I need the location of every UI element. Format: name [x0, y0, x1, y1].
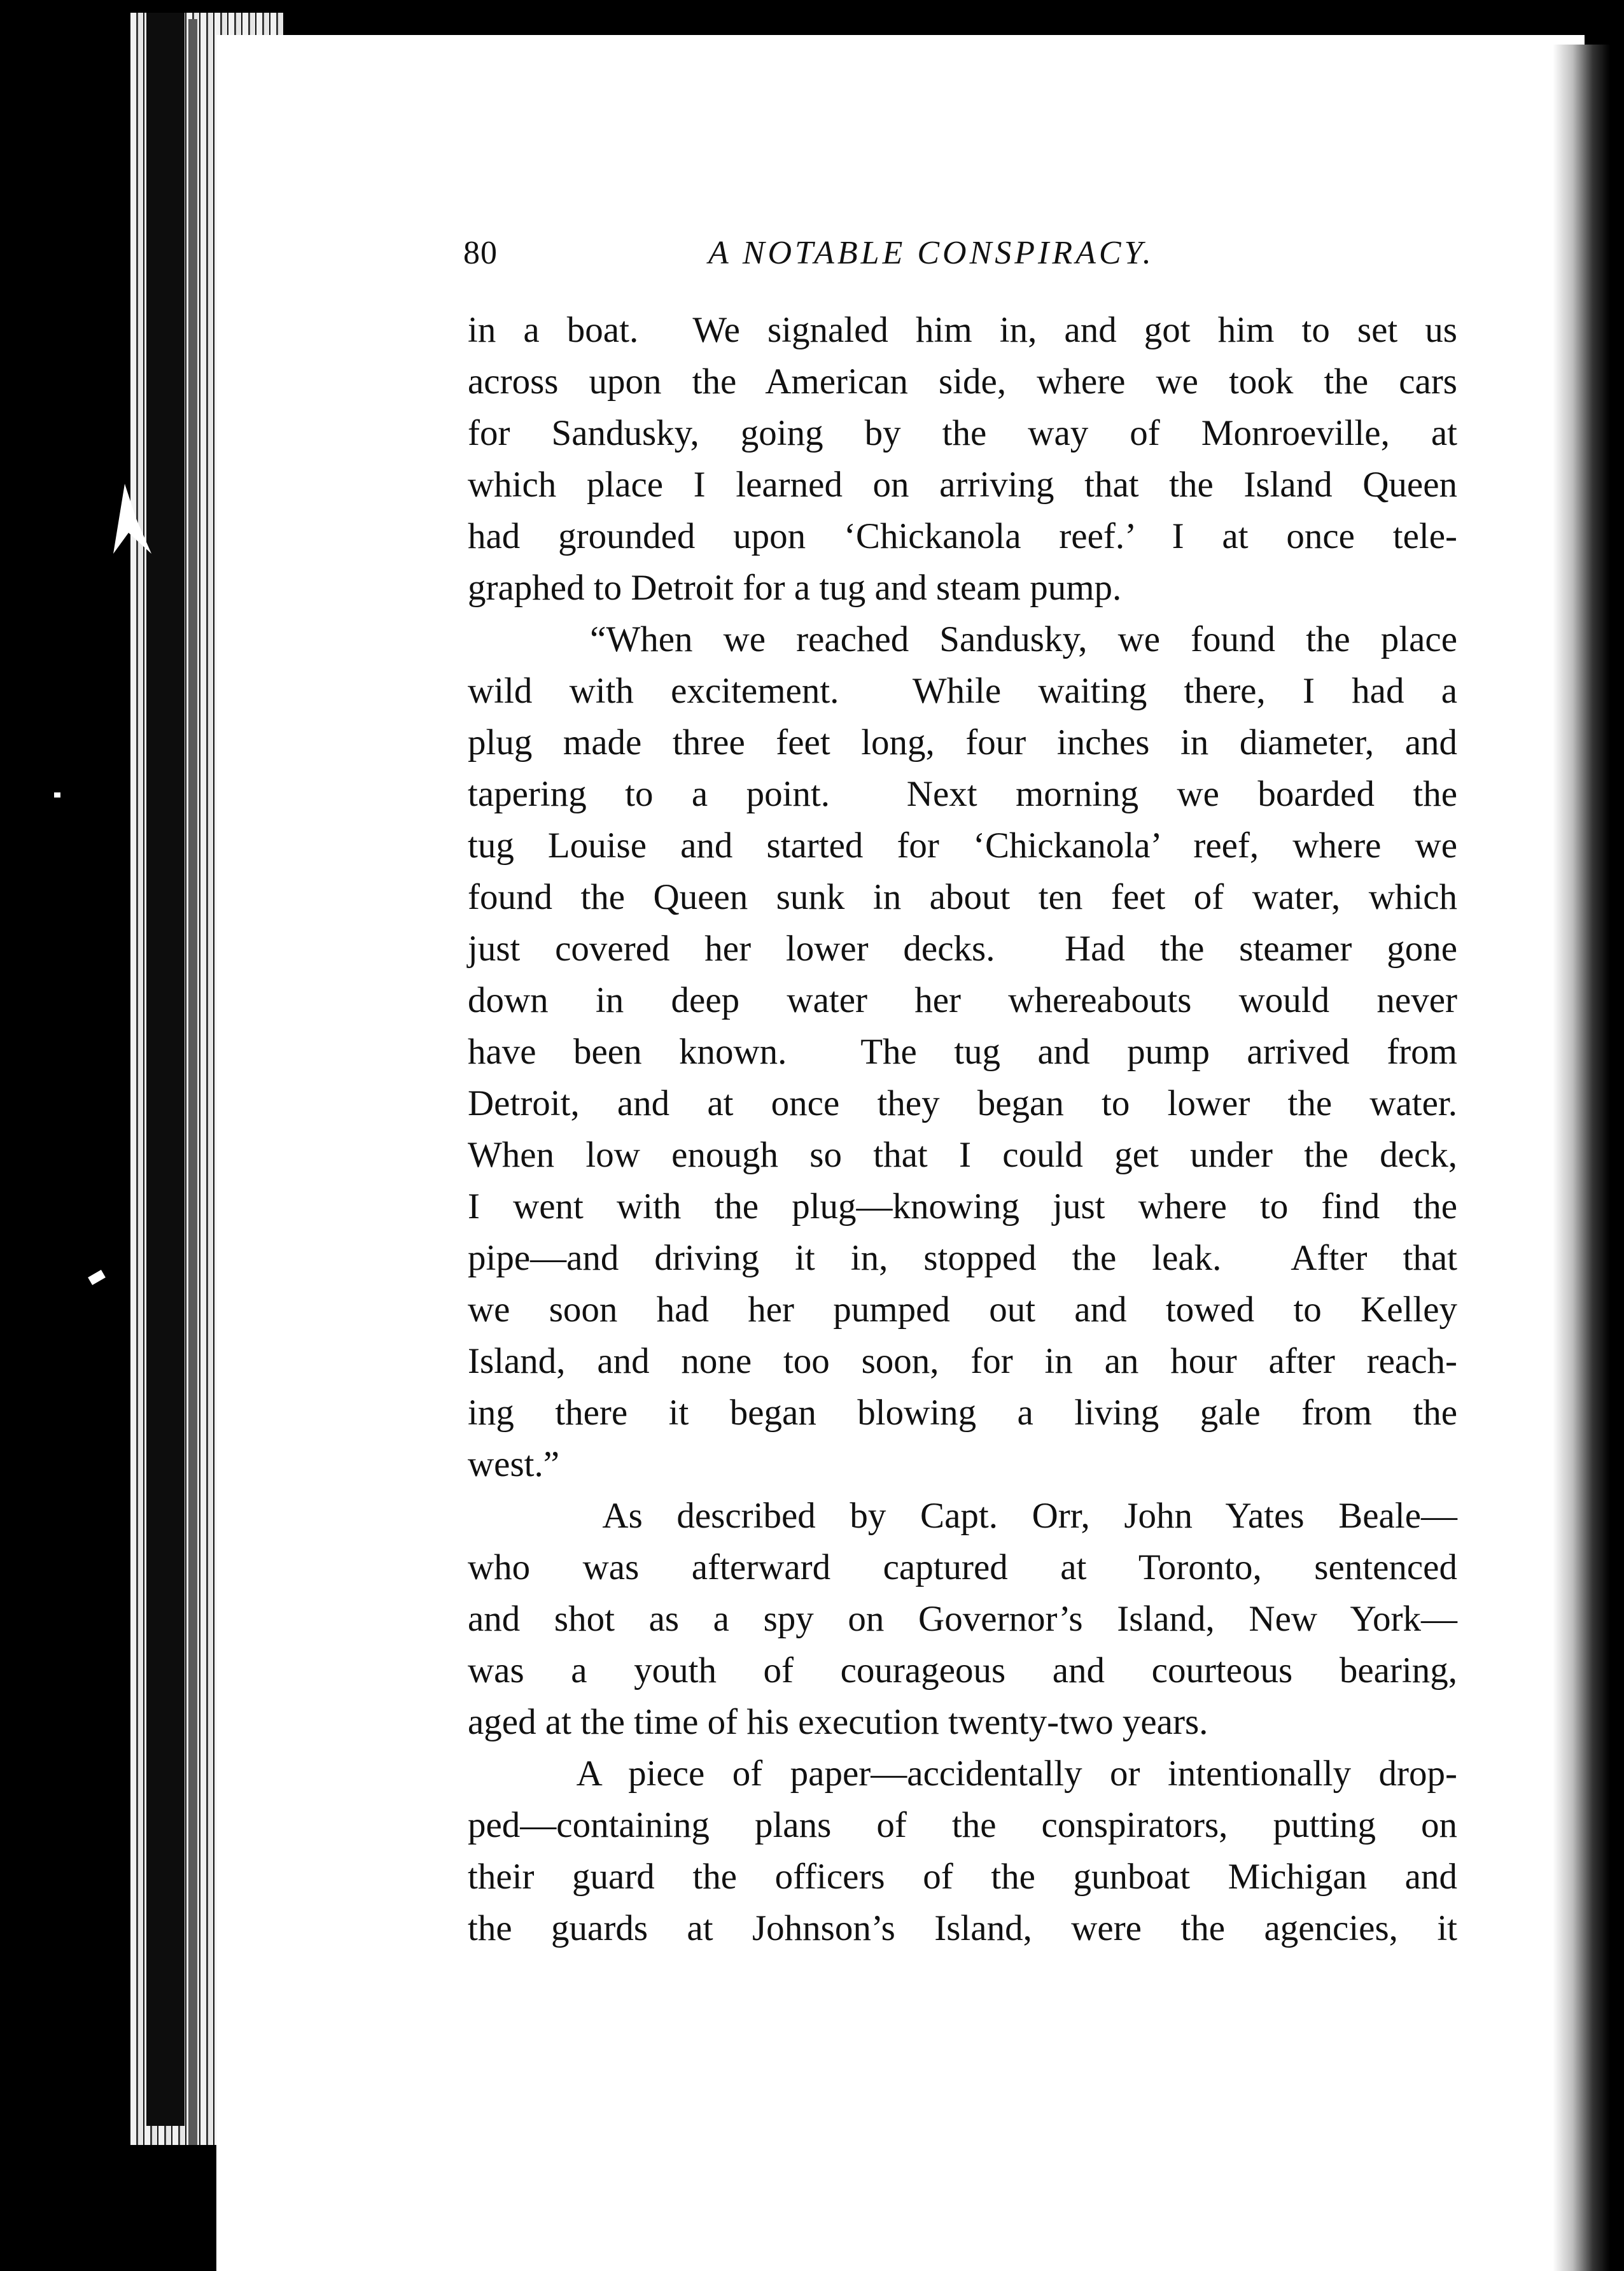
- page-header: [463, 229, 1219, 286]
- text-line: ing there it began blowing a living gale from the: [468, 1393, 1457, 1433]
- page-gutter-shadow: [1553, 45, 1610, 2271]
- text-line: tapering to a point. Next morning we boarded the: [468, 774, 1457, 814]
- text-line: graphed to Detroit for a tug and steam pump.: [468, 568, 1122, 608]
- text-line: and shot as a spy on Governor’s Island, New York—: [468, 1599, 1457, 1639]
- text-line: tug Louise and started for ‘Chickanola’ reef, where we: [468, 826, 1457, 866]
- text-line: Island, and none too soon, for in an hour after reach-: [468, 1341, 1457, 1381]
- text-line: found the Queen sunk in about ten feet of water, which: [468, 877, 1457, 917]
- text-line: aged at the time of his execution twenty-two years.: [468, 1702, 1208, 1742]
- text-line: wild with excitement. While waiting there, I had a: [468, 671, 1457, 711]
- page-edge-shade: [188, 19, 197, 2145]
- text-line: down in deep water her whereabouts would never: [468, 980, 1457, 1020]
- book-spine-shadow: [146, 13, 185, 2126]
- text-line: was a youth of courageous and courteous bearing,: [468, 1650, 1457, 1691]
- text-line: who was afterward captured at Toronto, sentenced: [468, 1547, 1457, 1587]
- page-number: 80: [463, 235, 498, 271]
- text-line: west.”: [468, 1444, 560, 1484]
- text-line: As described by Capt. Orr, John Yates Beale—: [468, 1496, 1457, 1536]
- text-line: their guard the officers of the gunboat Michigan and: [468, 1857, 1457, 1897]
- text-line: across upon the American side, where we took the cars: [468, 362, 1457, 402]
- text-line: A piece of paper—accidentally or intentionally drop-: [468, 1754, 1457, 1794]
- text-line: I went with the plug—knowing just where to find the: [468, 1186, 1457, 1227]
- text-line: “When we reached Sandusky, we found the place: [468, 619, 1457, 659]
- running-title: A NOTABLE CONSPIRACY.: [708, 235, 1154, 271]
- text-line: we soon had her pumped out and towed to Kelley: [468, 1290, 1457, 1330]
- text-line: pipe—and driving it in, stopped the leak. After that: [468, 1238, 1457, 1278]
- text-line: Detroit, and at once they began to lower the water.: [468, 1083, 1457, 1123]
- text-line: which place I learned on arriving that the Island Queen: [468, 465, 1457, 505]
- text-line: have been known. The tug and pump arrived from: [468, 1032, 1457, 1072]
- text-line: When low enough so that I could get under the deck,: [468, 1135, 1457, 1175]
- text-line: the guards at Johnson’s Island, were the agencies, it: [468, 1908, 1457, 1948]
- text-line: ped—containing plans of the conspirators, putting on: [468, 1805, 1457, 1845]
- text-line: in a boat. We signaled him in, and got him to set us: [468, 310, 1457, 350]
- body-text: [468, 304, 1457, 1954]
- text-line: plug made three feet long, four inches in diameter, and: [468, 722, 1457, 763]
- margin-speck: [54, 792, 60, 798]
- text-line: had grounded upon ‘Chickanola reef.’ I at once tele-: [468, 516, 1457, 556]
- text-line: just covered her lower decks. Had the steamer gone: [468, 929, 1457, 969]
- margin-speck: [88, 1270, 106, 1285]
- text-line: for Sandusky, going by the way of Monroeville, at: [468, 413, 1457, 453]
